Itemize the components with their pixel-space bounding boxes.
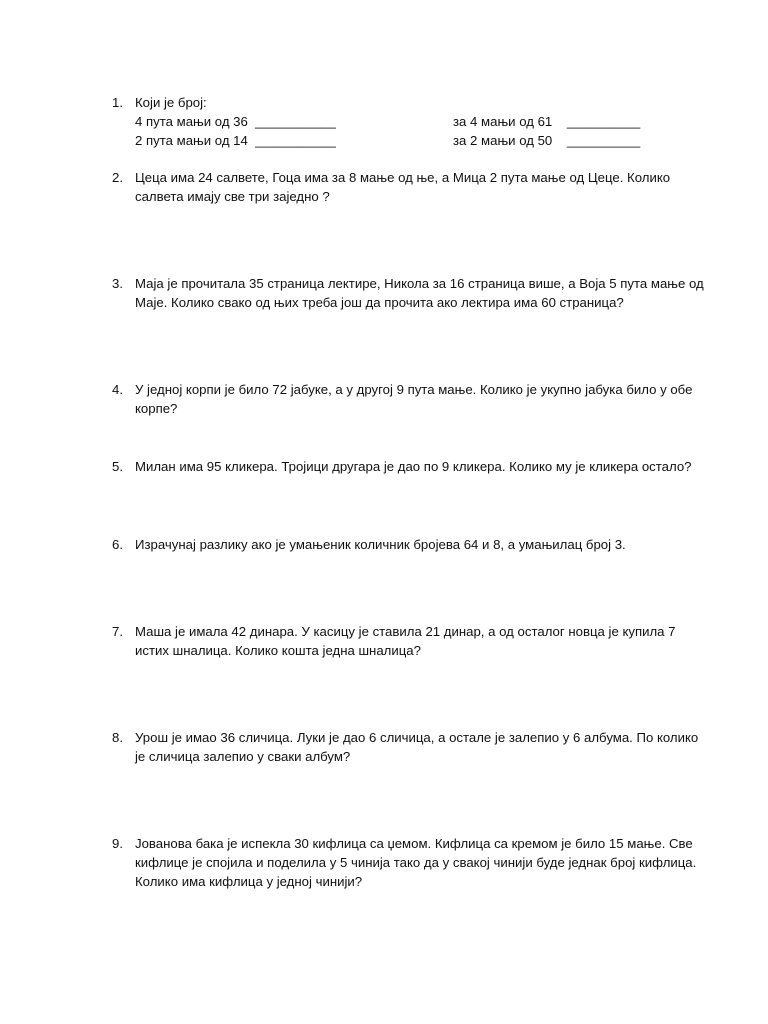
question-line: Милан има 95 кликера. Тројици другара је дао по 9 кликера. Колико му је кликера остало? [135,459,692,474]
question-line: корпе? [135,401,178,416]
question-line: У једној корпи је било 72 јабуке, а у другој 9 пута мање. Колико је укупно јабука било у обе [135,382,693,397]
q1-item-3: за 4 мањи од 61 __________ [453,114,641,129]
question-number: 2. [112,170,123,185]
question-number: 7. [112,624,123,639]
question-line: Цеца има 24 салвете, Гоца има за 8 мање од ње, а Мица 2 пута мање од Цеце. Колико [135,170,671,185]
question-text [135,535,695,554]
question-text [135,622,695,660]
question-number: 3. [112,276,123,291]
question-line: је сличица залепио у сваки албум? [135,749,351,764]
question-line: Израчунај разлику ако је умањеник количник бројева 64 и 8, а умањилац број 3. [135,537,626,552]
question-number: 4. [112,382,123,397]
question-text [135,168,695,206]
question-text [135,834,695,891]
question-line: кифлице је спојила и поделила у 5 чинија тако да у свакој чинији буде једнак број кифлица. [135,855,697,870]
question-line: Колико има кифлица у једној чинији? [135,874,363,889]
question-text [135,274,704,312]
question-number: 5. [112,459,123,474]
question-line: Урош је имао 36 сличица. Луки је дао 6 сличица, а остале је залепио у 6 албума. По колико [135,730,699,745]
question-text [135,457,695,476]
question-prompt: Који је број: [135,95,207,110]
question-text [135,93,695,112]
q1-item-4: за 2 мањи од 50 __________ [453,133,641,148]
question-text [135,380,695,418]
question-number: 8. [112,730,123,745]
q1-item-1: 4 пута мањи од 36 ___________ [135,114,336,129]
question-number: 6. [112,537,123,552]
question-text [135,728,699,766]
question-number: 1. [112,95,123,110]
question-line: салвета имају све три заједно ? [135,189,330,204]
question-number: 9. [112,836,123,851]
question-line: истих шналица. Колико кошта једна шналица? [135,643,421,658]
q1-item-2: 2 пута мањи од 14 ___________ [135,133,336,148]
question-line: Маје. Колико свако од њих треба још да прочита ако лектира има 60 страница? [135,295,624,310]
question-line: Маша је имала 42 динара. У касицу је ставила 21 динар, а од осталог новца је купила 7 [135,624,676,639]
question-line: Јованова бака је испекла 30 кифлица са џемом. Кифлица са кремом је било 15 мање. Све [135,836,693,851]
question-line: Маја је прочитала 35 страница лектире, Никола за 16 страница више, а Воја 5 пута мање од [135,276,704,291]
